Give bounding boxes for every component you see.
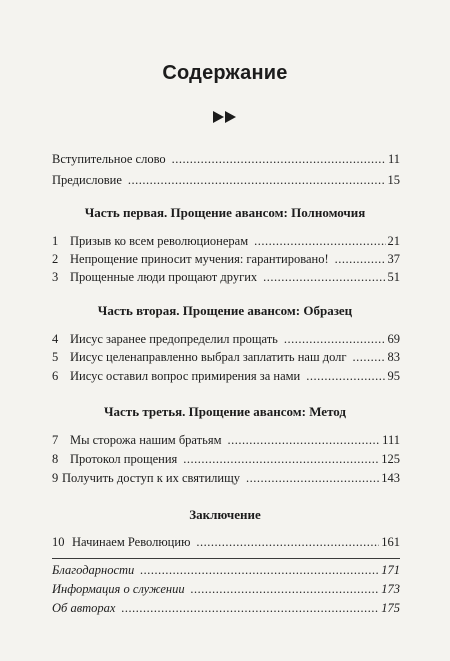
toc-entry-chapter-10[interactable]: [52, 535, 400, 550]
toc-entry-chapter-3[interactable]: [52, 270, 400, 285]
leader-dots: [128, 173, 386, 188]
entry-title: Прощенные люди прощают других: [70, 270, 258, 284]
toc-entry-chapter-4[interactable]: [52, 332, 400, 347]
entry-title: Об авторах: [52, 601, 116, 615]
divider: [52, 558, 400, 559]
leader-dots: [246, 471, 379, 486]
part-heading-2: Часть вторая. Прощение авансом: Образец: [97, 303, 353, 318]
entry-page: 161: [381, 535, 400, 549]
chapter-number: 6: [52, 369, 59, 383]
entry-title: Начинаем Революцию: [72, 535, 191, 549]
leader-dots: [306, 369, 385, 384]
entry-title: Получить доступ к их святилищу: [62, 471, 240, 485]
entry-page: 51: [387, 270, 400, 284]
entry-page: 111: [382, 433, 400, 447]
part-heading-3: Часть третья. Прощение авансом: Метод: [104, 404, 346, 419]
chapter-number: 3: [52, 270, 59, 284]
leader-dots: [353, 350, 386, 365]
entry-page: 37: [387, 252, 400, 266]
chapter-number: 4: [52, 332, 59, 346]
toc-entry-chapter-5[interactable]: [52, 350, 400, 365]
conclusion-heading: Заключение: [189, 507, 261, 522]
toc-entry-acknowledgements[interactable]: [52, 563, 400, 578]
toc-entry-chapter-1[interactable]: [52, 234, 400, 249]
leader-dots: [183, 452, 379, 467]
entry-page: 95: [387, 369, 400, 383]
toc-entry-preface[interactable]: [52, 173, 400, 188]
entry-page: 125: [381, 452, 400, 466]
entry-title: Информация о служении: [52, 582, 185, 596]
entry-page: 11: [387, 152, 400, 166]
entry-title: Благодарности: [52, 563, 135, 577]
entry-title: Непрощение приносит мучения: гарантировано!: [70, 252, 329, 266]
leader-dots: [227, 433, 380, 448]
chapter-number: 5: [52, 350, 59, 364]
toc-entry-chapter-9[interactable]: [52, 471, 400, 486]
entry-page: 143: [381, 471, 400, 485]
leader-dots: [172, 152, 386, 167]
toc-entry-chapter-6[interactable]: [52, 369, 400, 384]
entry-page: 173: [381, 582, 400, 596]
page-title: Содержание: [162, 62, 288, 84]
entry-title: Протокол прощения: [70, 452, 178, 466]
entry-title: Мы сторожа нашим братьям: [70, 433, 222, 447]
entry-page: 83: [387, 350, 400, 364]
entry-title: Иисус оставил вопрос примирения за нами: [70, 369, 301, 383]
chapter-number: 10: [52, 535, 65, 549]
entry-page: 69: [387, 332, 400, 346]
toc-entry-chapter-2[interactable]: [52, 252, 400, 267]
double-arrow-icon: [0, 110, 450, 129]
entry-page: 15: [387, 173, 400, 187]
chapter-number: 9: [52, 471, 59, 485]
chapter-number: 1: [52, 234, 59, 248]
chapter-number: 8: [52, 452, 59, 466]
part-heading-1: Часть первая. Прощение авансом: Полномочия: [84, 205, 366, 220]
entry-title: Иисус целенаправленно выбрал заплатить наш долг: [70, 350, 347, 364]
toc-entry-chapter-8[interactable]: [52, 452, 400, 467]
toc-entry-ministry-info[interactable]: [52, 582, 400, 597]
leader-dots: [121, 601, 379, 616]
entry-title: Иисус заранее предопределил прощать: [70, 332, 278, 346]
leader-dots: [335, 252, 386, 267]
leader-dots: [254, 234, 385, 249]
leader-dots: [263, 270, 385, 285]
entry-title: Предисловие: [52, 173, 122, 187]
leader-dots: [284, 332, 386, 347]
entry-page: 175: [381, 601, 400, 615]
chapter-number: 2: [52, 252, 59, 266]
entry-title: Призыв ко всем революционерам: [70, 234, 249, 248]
leader-dots: [140, 563, 379, 578]
leader-dots: [196, 535, 379, 550]
chapter-number: 7: [52, 433, 59, 447]
toc-entry-chapter-7[interactable]: [52, 433, 400, 448]
entry-page: 171: [381, 563, 400, 577]
leader-dots: [191, 582, 380, 597]
toc-entry-about-authors[interactable]: [52, 601, 400, 616]
toc-entry-foreword[interactable]: [52, 152, 400, 167]
entry-page: 21: [387, 234, 400, 248]
entry-title: Вступительное слово: [52, 152, 166, 166]
